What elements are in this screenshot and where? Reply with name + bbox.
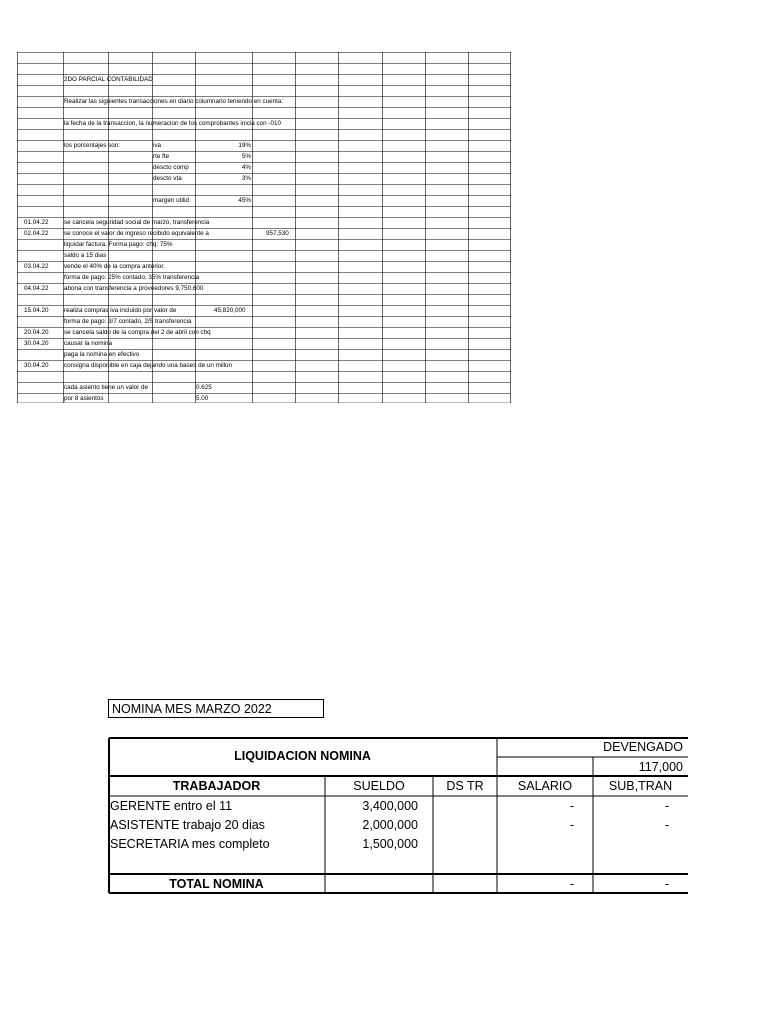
tx-text: vende el 40% de la compra anterior.	[64, 263, 165, 270]
total-sub-tran: -	[664, 877, 669, 891]
row-sueldo: 2,000,000	[362, 818, 418, 832]
row-sueldo: 1,500,000	[362, 837, 418, 851]
tx-date: 02.04.22	[24, 230, 49, 237]
percent-value-iva: 19%	[238, 142, 251, 149]
margin-label: margen utilid	[153, 197, 190, 204]
tx-text: saldo a 15 dias	[64, 252, 107, 259]
tx-date: 03.04.22	[24, 263, 49, 270]
percent-value-desctovta: 3%	[241, 175, 251, 182]
tx-date: 01.04.22	[24, 219, 49, 226]
nomina-title: NOMINA MES MARZO 2022	[108, 699, 324, 718]
tx-text: realiza compras iva incluido por valor de	[64, 307, 177, 314]
row-trabajador: ASISTENTE trabajo 20 dias	[110, 818, 265, 832]
total-salario: -	[569, 877, 574, 891]
percent-label-desctovta: descto vta	[153, 175, 182, 182]
tx-date: 30.04.20	[24, 362, 49, 369]
tx-text: forma de pago: 3/7 contado, 2/5 transferencia	[64, 318, 192, 325]
nomina-table	[108, 737, 688, 894]
percent-value-rtefte: 5%	[241, 153, 251, 160]
exam-spreadsheet	[17, 52, 511, 403]
row-sub-tran: -	[664, 799, 669, 813]
tx-text: se cancela saldo de la compra del 2 de abril con chq	[64, 329, 211, 336]
row-trabajador: SECRETARIA mes completo	[110, 837, 270, 851]
row-trabajador: GERENTE entro el 11	[110, 799, 233, 813]
percent-intro: los porcentajes son:	[64, 142, 121, 149]
tx-date: 04.04.22	[24, 285, 49, 292]
footer-text: cada asiento tiene un valor de	[64, 384, 149, 391]
sheet-title: 2DO PARCIAL CONTABILIDAD	[64, 76, 153, 83]
tx-text: se cancela seguridad social de marzo, transferencia	[64, 219, 210, 226]
tx-date: 30.04.20	[24, 340, 49, 347]
tx-amount: 45,820,000	[214, 307, 246, 314]
total-label: TOTAL NOMINA	[169, 877, 264, 891]
row-sub-tran: -	[664, 818, 669, 832]
tx-text: abona con transferencia a proveedores 9,750,600	[64, 285, 204, 292]
percent-value-desctocomp: 4%	[241, 164, 251, 171]
percent-label-iva: iva	[153, 142, 162, 149]
tx-text: consigna disponible en caja dejando una bases de un millon	[64, 362, 233, 369]
row-salario: -	[569, 799, 574, 813]
row-salario: -	[569, 818, 574, 832]
header-liquidacion: LIQUIDACION NOMINA	[234, 749, 371, 763]
col-sueldo: SUELDO	[353, 779, 405, 793]
sheet-instruction: Realizar las siguientes transacciones en diario columnario teniendo en cuenta:	[64, 98, 284, 105]
header-devengado-value: 117,000	[638, 760, 683, 774]
sheet-instruction-2: la fecha de la transaccion, la numeracion de los comprobantes inicia con -010	[64, 120, 282, 127]
col-sub-tran: SUB,TRAN	[608, 779, 673, 793]
col-salario: SALARIO	[517, 779, 573, 793]
tx-amount: 957,530	[266, 230, 289, 237]
tx-text: se conoce el valor de ingreso recibido equivalente a	[64, 230, 209, 237]
header-devengado: DEVENGADO	[603, 740, 683, 754]
tx-date: 20.04.20	[24, 329, 49, 336]
percent-label-desctocomp: descto comp	[153, 164, 189, 171]
margin-value: 45%	[238, 197, 251, 204]
percent-label-rtefte: rte fte	[153, 153, 170, 160]
tx-text: liquidar factura. Forma pago: chq: 75%	[64, 241, 173, 248]
col-trabajador: TRABAJADOR	[172, 779, 261, 793]
col-ds-tr: DS TR	[446, 779, 484, 793]
row-sueldo: 3,400,000	[362, 799, 418, 813]
footer-value: 5.00	[196, 395, 209, 402]
footer-value: 0.625	[196, 384, 212, 391]
tx-date: 15.04.20	[24, 307, 49, 314]
tx-text: causar la nomina	[64, 340, 112, 347]
footer-text: por 8 asientos	[64, 395, 104, 402]
tx-text: forma de pago: 25% contado, 35% transferencia	[64, 274, 200, 281]
tx-text: paga la nomina en efectivo	[64, 351, 140, 358]
